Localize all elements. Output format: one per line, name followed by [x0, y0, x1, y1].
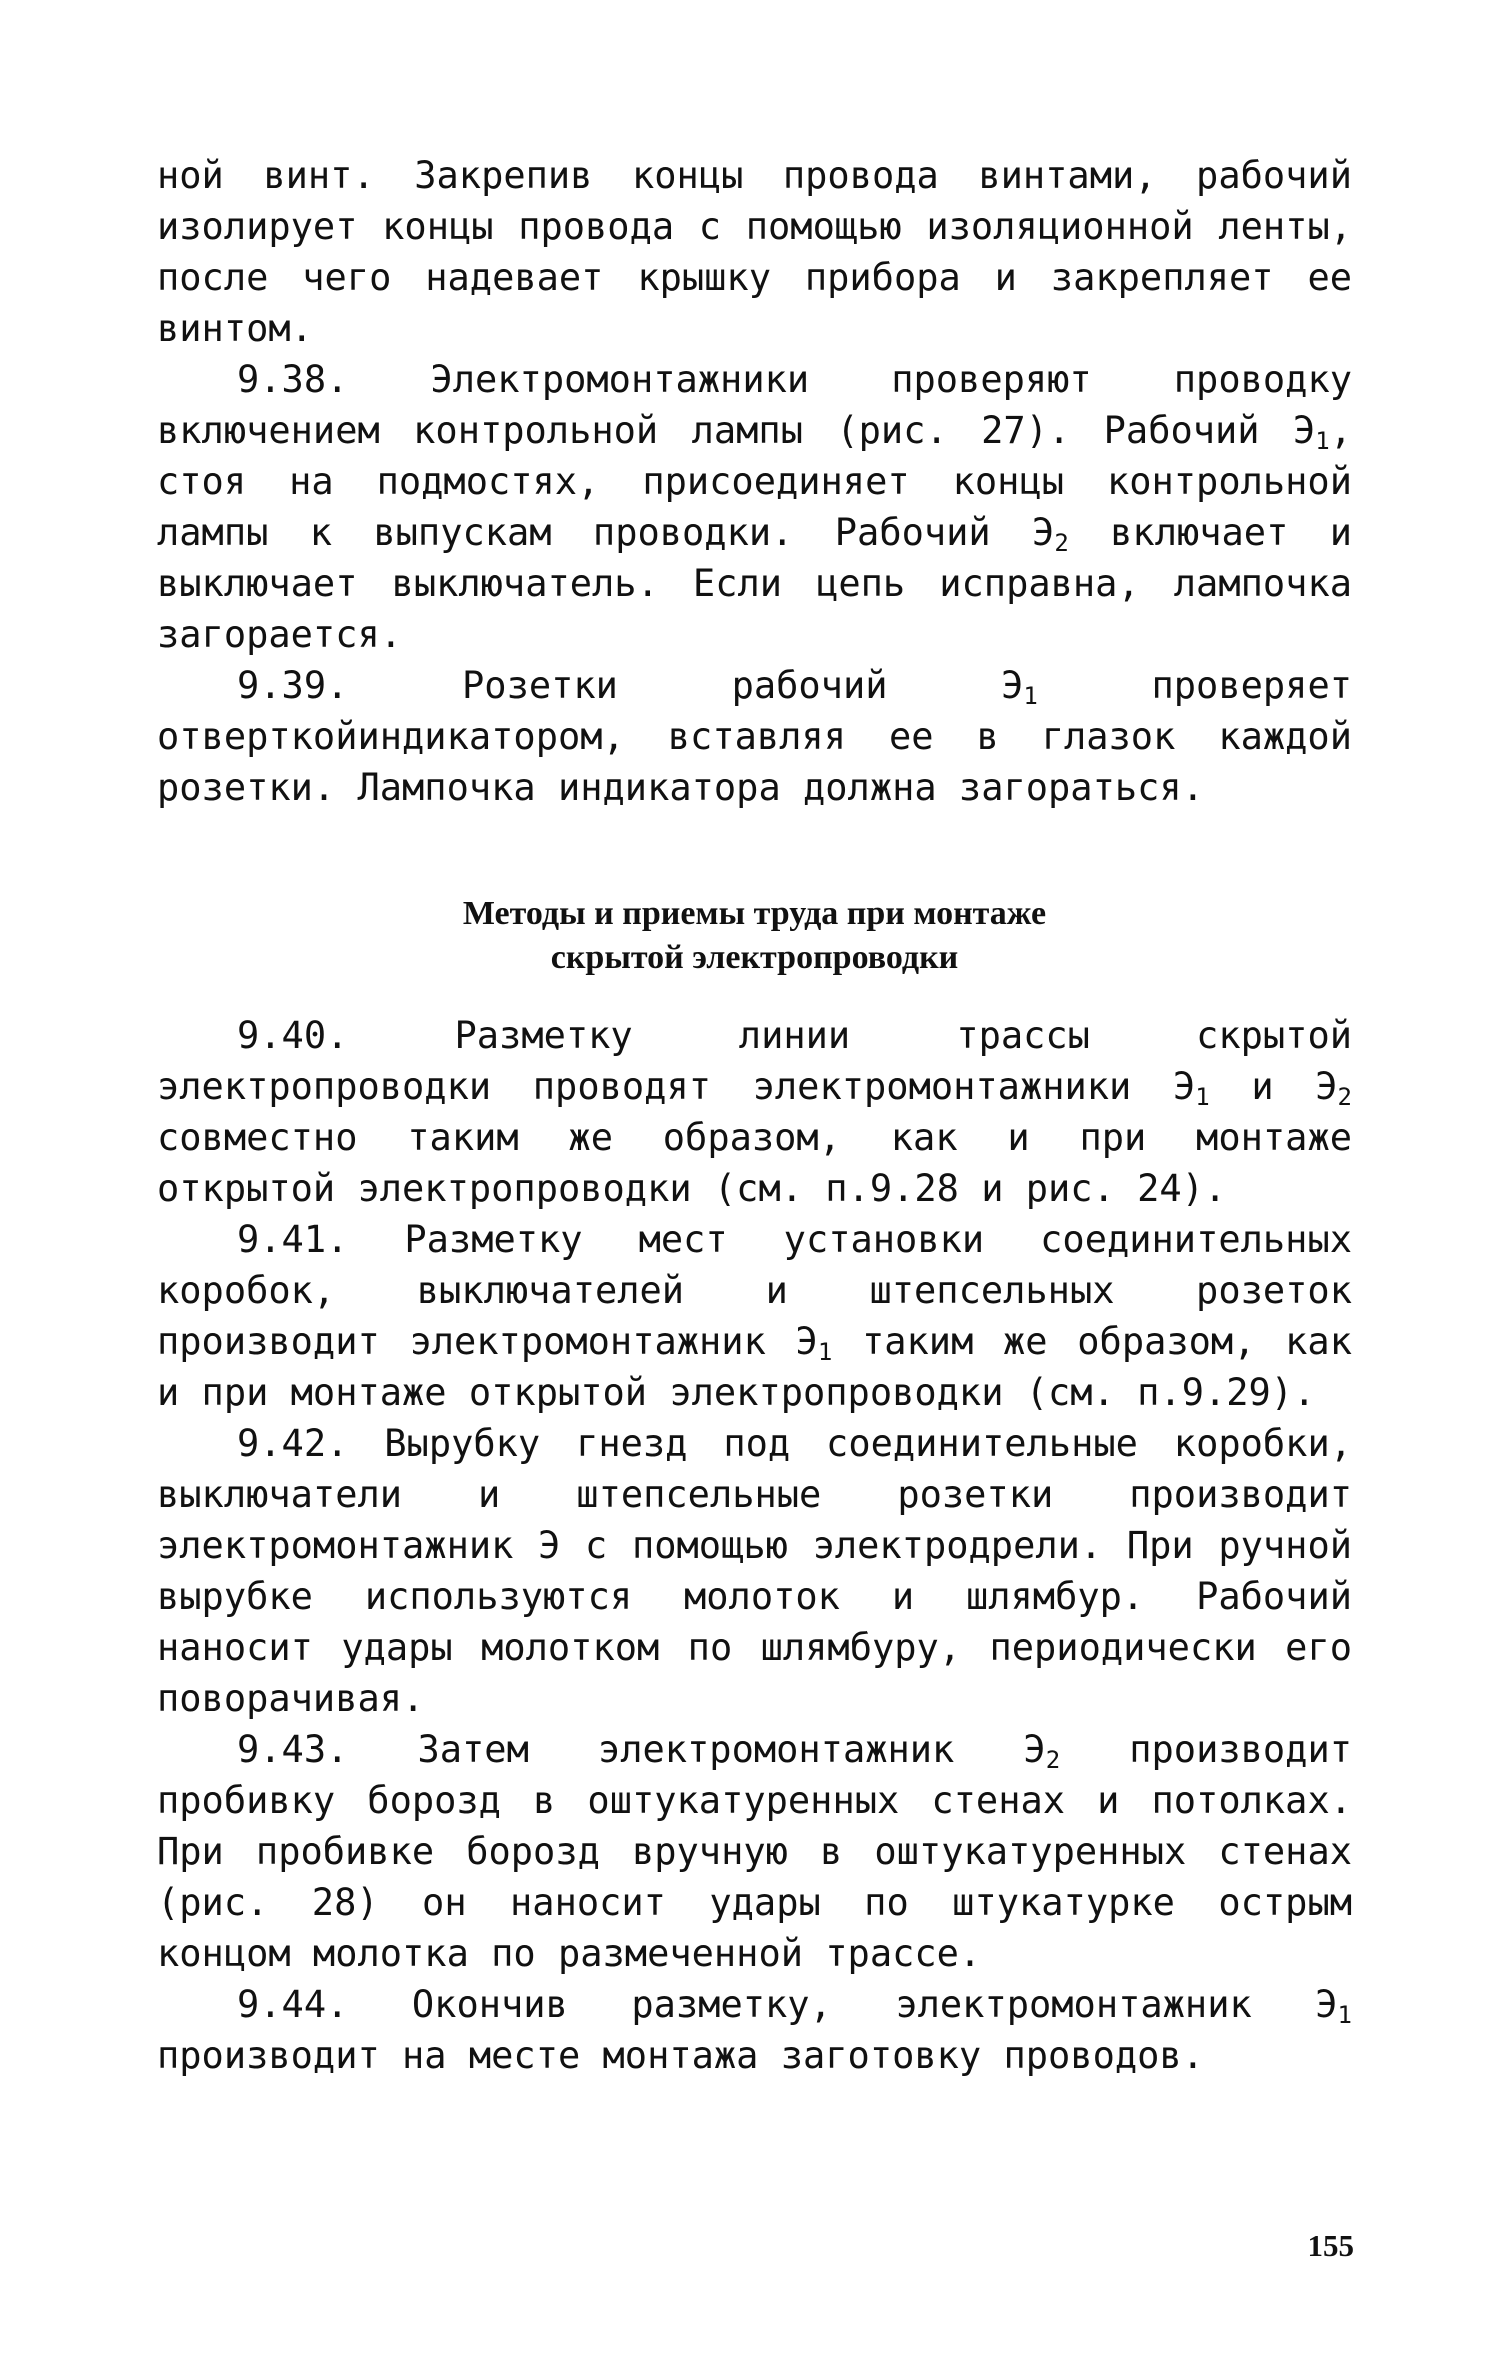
text-run: включает и выключает выключатель. Если цепь исправна, лампочка загорается.	[157, 511, 1352, 656]
text-block-top	[157, 150, 1352, 813]
heading-line-2: скрытой электропроводки	[550, 939, 959, 976]
text-run: , стоя на подмостях, присоединяет концы контрольной лампы к выпускам проводки. Рабочий Э	[157, 409, 1352, 554]
subscript-index: 1	[1337, 2001, 1352, 2029]
text-run: 9.38. Электромонтажники проверяют проводку включением контрольной лампы (рис. 27). Рабочий Э	[157, 358, 1352, 452]
text-run: ной винт. Закрепив концы провода винтами, рабочий изолирует концы провода с помощью изоляционной ленты, после чего надевает крышку прибора и закрепляет ее винтом.	[157, 154, 1352, 350]
text-run: проверяет отверткойиндикатором, вставляя ее в глазок каждой розетки. Лампочка индикатора должна загораться.	[157, 664, 1352, 809]
text-run: 9.43. Затем электромонтажник Э	[237, 1728, 1046, 1771]
paragraph-p-9-41	[157, 1214, 1352, 1418]
paragraph-p-9-38	[157, 354, 1352, 660]
paragraph-p-cont	[157, 150, 1352, 354]
text-run: производит на месте монтажа заготовку проводов.	[157, 2034, 1204, 2077]
text-run: совместно таким же образом, как и при монтаже открытой электропроводки (см. п.9.28 и рис. 24).	[157, 1116, 1352, 1210]
paragraph-p-9-40	[157, 1010, 1352, 1214]
text-run: и Э	[1209, 1065, 1338, 1108]
paragraph-p-9-39	[157, 660, 1352, 813]
text-run: таким же образом, как и при монтаже открытой электропроводки (см. п.9.29).	[157, 1320, 1352, 1414]
heading-line-1: Методы и приемы труда при монтаже	[462, 895, 1047, 932]
subscript-index: 1	[817, 1338, 833, 1366]
subscript-index: 2	[1045, 1746, 1061, 1774]
text-run: 9.42. Вырубку гнезд под соединительные коробки, выключатели и штепсельные розетки производит электромонтажник Э с помощью электродрели. При ручной вырубке используются молоток и шлямбур. Рабочий наносит удары молотком по шлямбуру, периодически его поворачивая.	[157, 1422, 1352, 1720]
text-block-bottom	[157, 1010, 1352, 2081]
subscript-index: 1	[1195, 1083, 1210, 1111]
paragraph-p-9-44	[157, 1979, 1352, 2081]
text-run: 9.39. Розетки рабочий Э	[237, 664, 1024, 707]
subscript-index: 2	[1054, 529, 1069, 557]
page-number: 155	[1307, 2228, 1354, 2263]
subscript-index: 1	[1315, 427, 1330, 455]
text-run: 9.40. Разметку линии трассы скрытой электропроводки проводят электромонтажники Э	[157, 1014, 1352, 1108]
text-run: производит пробивку борозд в оштукатуренных стенах и потолках. При пробивке борозд вручную в оштукатуренных стенах (рис. 28) он наносит удары по штукатурке острым концом молотка по размеченной трассе.	[157, 1728, 1352, 1975]
paragraph-p-9-43	[157, 1724, 1352, 1979]
subscript-index: 1	[1023, 682, 1038, 710]
subscript-index: 2	[1337, 1083, 1352, 1111]
text-run: 9.44. Окончив разметку, электромонтажник Э	[237, 1983, 1338, 2026]
text-run: 9.41. Разметку мест установки соединительных коробок, выключателей и штепсельных розеток производит электромонтажник Э	[157, 1218, 1352, 1363]
paragraph-p-9-42	[157, 1418, 1352, 1724]
section-heading	[157, 892, 1352, 980]
